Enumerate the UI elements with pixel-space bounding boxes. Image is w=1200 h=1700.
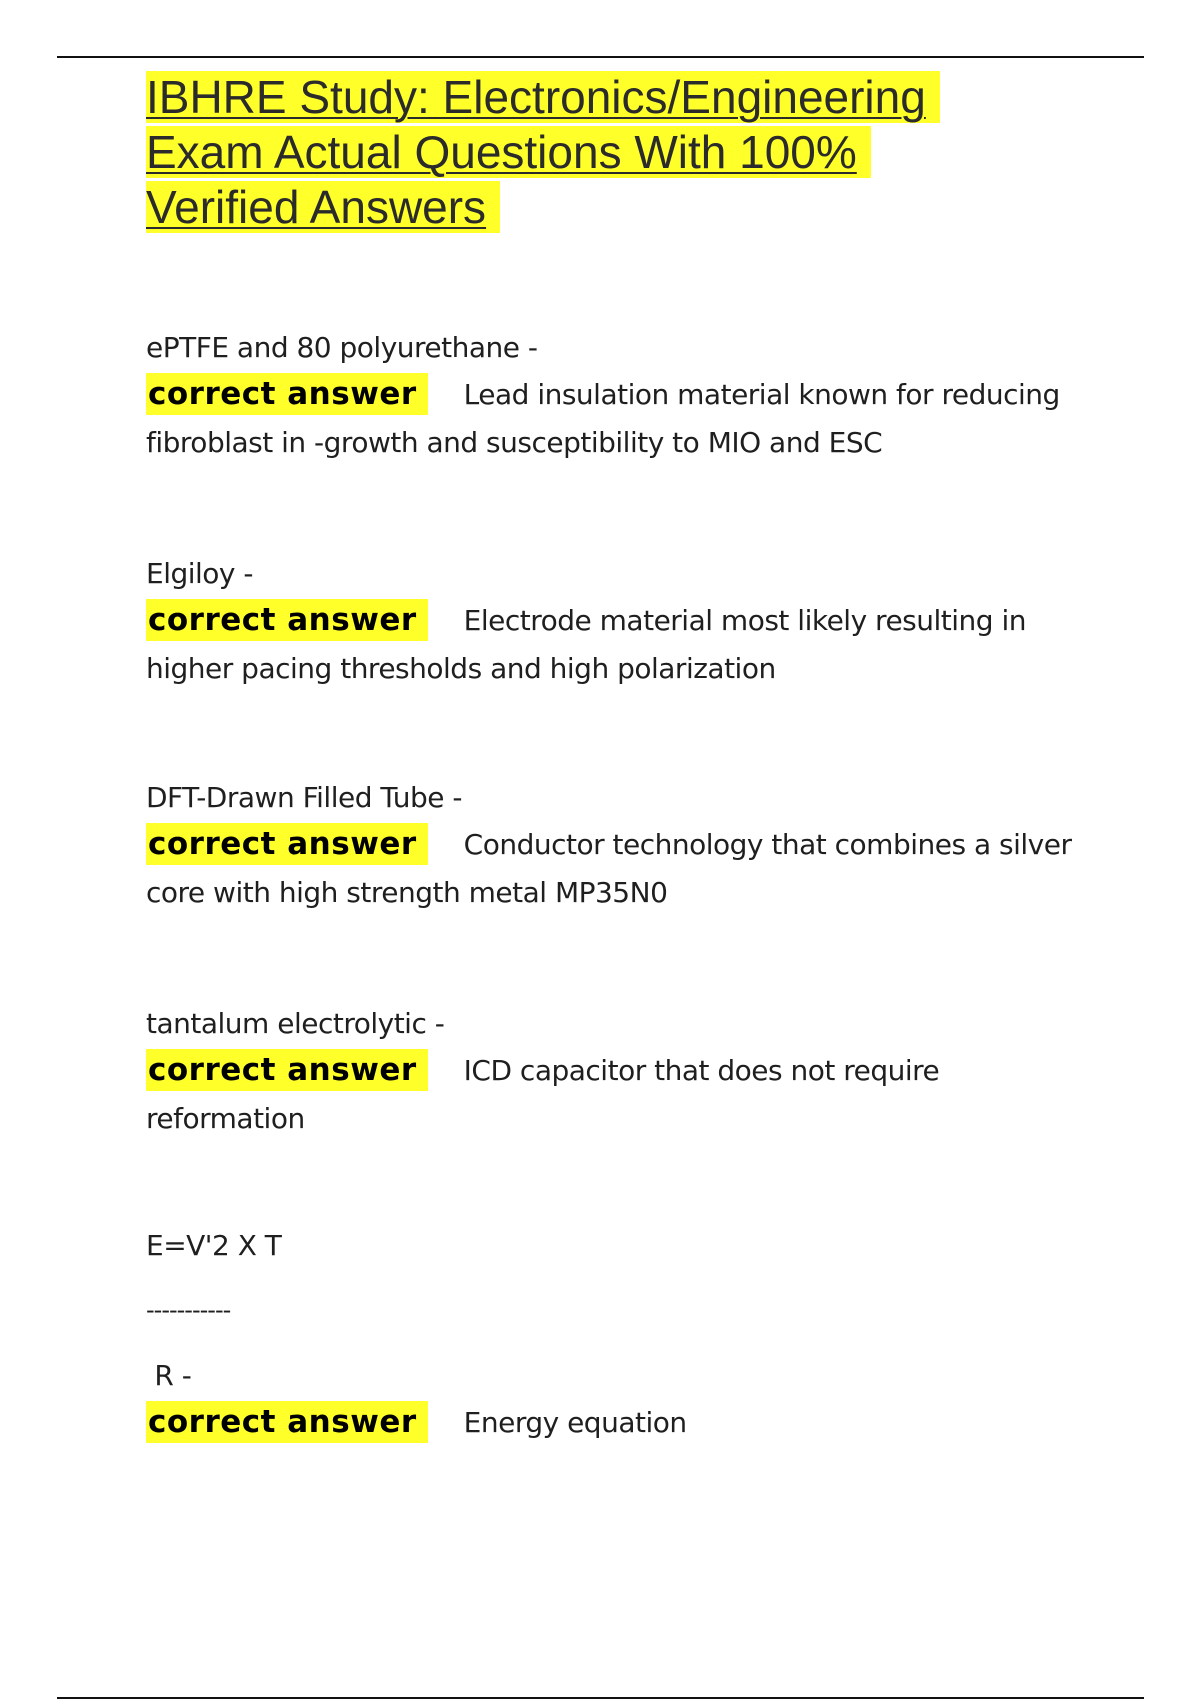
correct-answer-label: correct answer — [146, 1049, 428, 1091]
answer-block — [146, 821, 1086, 917]
qa-item — [146, 551, 1086, 693]
formula-numerator: E=V'2 X T — [146, 1229, 282, 1262]
qa-item — [146, 775, 1086, 917]
answer-block — [146, 1399, 1086, 1447]
question-term: ePTFE and 80 polyurethane - — [146, 331, 538, 364]
bottom-rule — [57, 1697, 1144, 1699]
correct-answer-label: correct answer — [146, 823, 428, 865]
answer-text: Energy equation — [463, 1406, 687, 1439]
document-body — [146, 70, 1086, 1440]
title-line-1: IBHRE Study: Electronics/Engineering — [146, 71, 940, 123]
answer-text: Conductor technology that combines a silver core with high strength metal MP35N0 — [146, 828, 1072, 909]
formula-fraction-bar: ----------- — [146, 1296, 231, 1324]
correct-answer-label: correct answer — [146, 1401, 428, 1443]
correct-answer-label: correct answer — [146, 599, 428, 641]
answer-text: Electrode material most likely resulting in higher pacing thresholds and high polarization — [146, 604, 1026, 685]
answer-block — [146, 1047, 1086, 1143]
qa-item — [146, 1001, 1086, 1143]
title-line-3: Verified Answers — [146, 181, 500, 233]
title-line-2: Exam Actual Questions With 100% — [146, 126, 871, 178]
answer-block — [146, 597, 1086, 693]
qa-item — [146, 325, 1086, 467]
answer-block — [146, 371, 1086, 467]
question-term: DFT-Drawn Filled Tube - — [146, 781, 462, 814]
document-title — [146, 70, 1086, 235]
qa-item — [146, 1353, 1086, 1447]
correct-answer-label: correct answer — [146, 373, 428, 415]
answer-text: Lead insulation material known for reducing fibroblast in -growth and susceptibility to MIO and ESC — [146, 378, 1060, 459]
top-rule — [57, 56, 1144, 58]
question-term: tantalum electrolytic - — [146, 1007, 445, 1040]
question-term: Elgiloy - — [146, 557, 254, 590]
formula-denominator: R - — [146, 1359, 192, 1392]
answer-text: ICD capacitor that does not require reformation — [146, 1054, 940, 1135]
